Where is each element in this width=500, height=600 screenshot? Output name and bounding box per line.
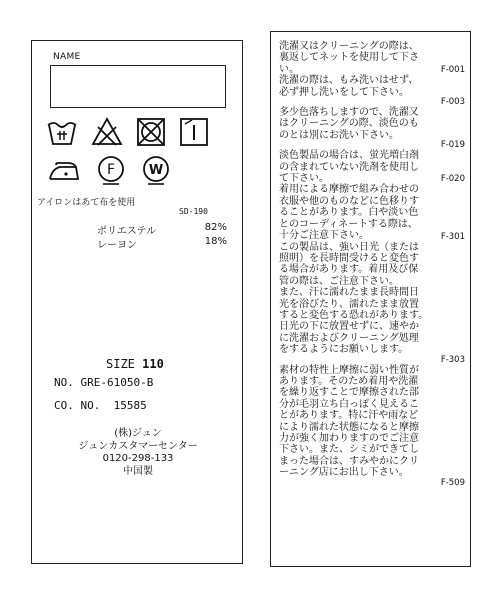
- care-line: 日光の下に放置せずに、速やか: [279, 321, 419, 333]
- care-paragraph: [279, 184, 465, 241]
- care-paragraph: [279, 41, 465, 75]
- material-name: ポリエステル: [97, 226, 157, 237]
- care-paragraph: [279, 365, 465, 488]
- care-line: 力が強く加わりますのでご注意: [279, 433, 419, 444]
- no-bleach-icon: [91, 117, 123, 147]
- care-line: 下さい。また、シミができてし: [279, 444, 419, 456]
- material-row: [97, 222, 227, 237]
- care-code: F-020: [440, 174, 465, 185]
- care-line: の含まれていない洗剤を使用し: [279, 161, 419, 173]
- care-line: て下さい。: [279, 173, 329, 185]
- care-code: F-001: [440, 65, 465, 76]
- care-line: 洗濯の際は、もみ洗いはせず、: [279, 75, 419, 87]
- care-paragraph: [279, 242, 465, 365]
- care-line: に洗濯およびクリーニング処理: [279, 332, 419, 344]
- size-line: [106, 357, 164, 371]
- name-box: [50, 65, 226, 108]
- care-paragraph: [279, 150, 465, 184]
- care-line: をするようにお願いします。: [279, 344, 409, 356]
- care-line: 照明）を長時間受けると変色す: [279, 252, 419, 264]
- care-line: 衣服や他のものなどに色移りす: [279, 195, 419, 207]
- care-line: 着用による摩擦で組み合わせの: [279, 184, 419, 196]
- care-line: ーニング店にお出し下さい。: [279, 467, 409, 479]
- care-line: とがあります。特に汗や雨など: [279, 410, 419, 422]
- care-line: ることがあります。白や淡い色: [279, 207, 419, 219]
- care-paragraph: [279, 75, 465, 107]
- care-line: る場合があります。着用及び保: [279, 264, 419, 276]
- no-tumble-dry-icon: [136, 117, 166, 147]
- name-label: NAME: [53, 52, 81, 62]
- care-line: とのコーディネートする際は、: [279, 218, 418, 230]
- care-line: 光を浴びたり、濡れたまま放置: [279, 298, 419, 310]
- iron-low-icon: [46, 155, 82, 185]
- company-line: 中国製: [123, 465, 153, 477]
- product-number: NO. GRE-61050-B: [54, 376, 154, 389]
- size-value: 110: [142, 357, 164, 371]
- material-name: レーヨン: [97, 240, 137, 251]
- care-line: い。: [279, 63, 299, 75]
- care-line: のとは別にお洗い下さい。: [279, 129, 399, 141]
- care-line: により濡れた状態になると摩擦: [279, 421, 419, 433]
- care-line: 裏返してネットを使用して下さ: [279, 52, 419, 64]
- care-icons-row-1: [46, 117, 209, 147]
- svg-text:W: W: [148, 163, 164, 178]
- care-line: 淡色製品の場合は、蛍光増白剤: [279, 150, 419, 162]
- dry-clean-f-icon: [95, 155, 127, 187]
- care-code: F-003: [440, 97, 465, 108]
- color-number: CO. NO. 15585: [54, 399, 147, 412]
- company-line: 0120-298-133: [102, 453, 174, 464]
- care-line: あります。そのため着用や洗濯: [279, 375, 419, 387]
- care-line: この製品は、強い日光（または: [279, 241, 419, 253]
- left-care-label: [31, 40, 243, 564]
- right-care-label: [270, 31, 471, 567]
- care-line: まった場合は、すみやかにクリ: [279, 455, 419, 467]
- care-code: F-509: [440, 477, 465, 488]
- company-line: (株)ジュン: [114, 428, 162, 439]
- care-line: 素材の特性上摩擦に弱い性質が: [279, 364, 419, 376]
- washing-tub-icon: [46, 117, 78, 147]
- care-line: 必ず押し洗いをして下さい。: [279, 86, 409, 98]
- line-dry-icon: [179, 117, 209, 147]
- iron-note: アイロンはあて布を使用: [37, 198, 136, 208]
- care-icons-row-2: [46, 155, 172, 187]
- care-line: を繰り返すことで摩擦された部: [279, 387, 419, 399]
- wet-clean-w-icon: [140, 155, 172, 187]
- material-percent: 82%: [204, 222, 227, 233]
- care-code: F-019: [440, 140, 465, 151]
- care-paragraph: [279, 107, 465, 150]
- size-label: SIZE: [106, 357, 135, 371]
- sd-code: SD-190: [179, 207, 208, 216]
- company-block: [32, 428, 244, 478]
- care-line: はクリーニングの際、淡色のも: [279, 118, 419, 130]
- care-line: また、汗に濡れたまま長時間日: [279, 287, 419, 299]
- material-percent: 18%: [204, 236, 227, 247]
- material-row: [97, 236, 227, 251]
- care-line: 十分ご注意下さい。: [279, 230, 369, 242]
- svg-text:F: F: [106, 162, 116, 178]
- care-line: 分が毛羽立ち白っぽく見えるこ: [279, 398, 419, 410]
- care-line: すると変色する恐れがあります。: [279, 309, 429, 321]
- care-code: F-301: [440, 231, 465, 242]
- company-line: ジュンカスタマーセンター: [78, 440, 198, 452]
- care-line: 洗濯又はクリーニングの際は、: [279, 41, 419, 52]
- care-line: 管の際は、ご注意下さい。: [279, 275, 399, 287]
- care-instructions: [279, 41, 465, 488]
- care-code: F-303: [440, 354, 465, 365]
- care-line: 多少色落ちしますので、洗濯又: [279, 107, 419, 119]
